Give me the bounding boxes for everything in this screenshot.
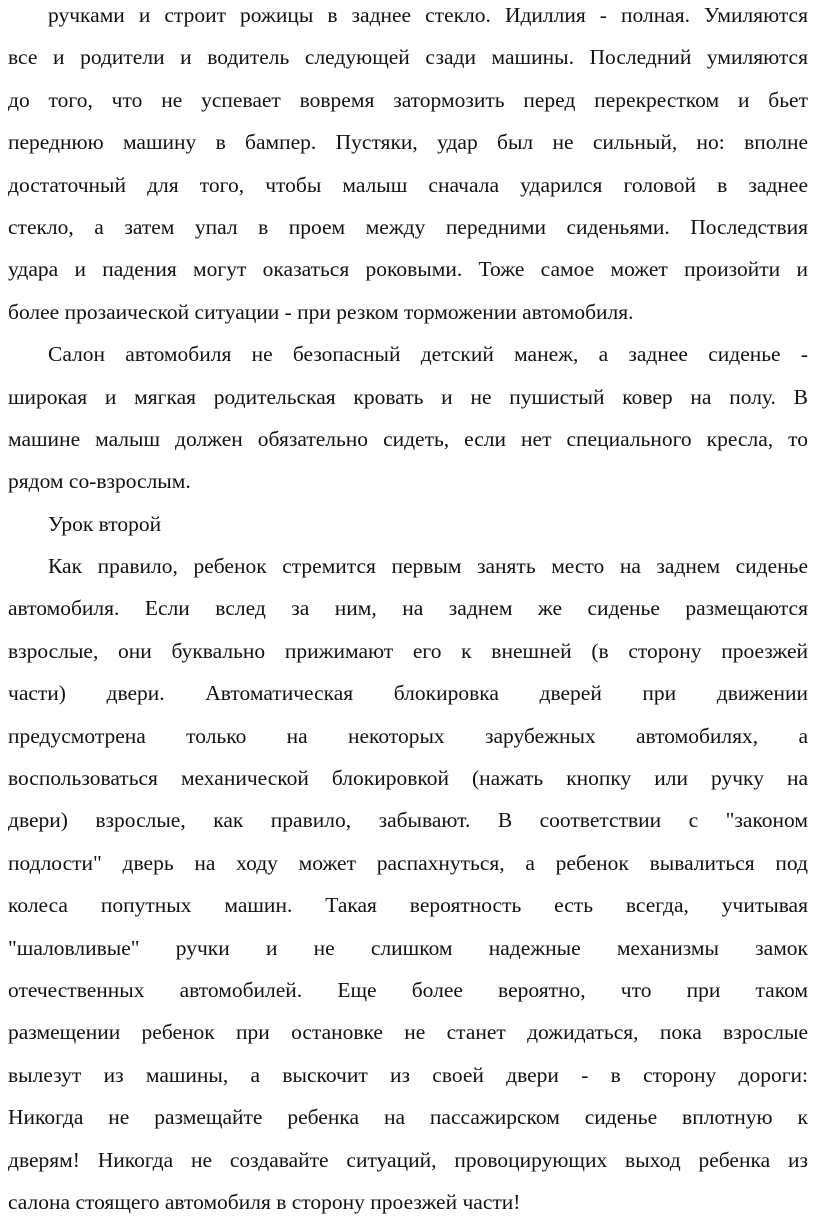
paragraph: [8, 0, 808, 333]
text-line: предусмотрена только на некоторых зарубежных автомобилях, а: [8, 723, 808, 748]
text-line: удара и падения могут оказаться роковыми. Тоже самое может произойти и: [8, 257, 808, 282]
text-line: достаточный для того, чтобы малыш сначала ударился головой в заднее: [8, 172, 808, 197]
paragraph: [8, 545, 808, 1223]
text-line: более прозаической ситуации - при резком торможении автомобиля.: [8, 299, 634, 324]
text-line: двери) взрослые, как правило, забывают. В соответствии с "законом: [8, 808, 808, 833]
document-page: [8, 0, 808, 1223]
text-line: Никогда не размещайте ребенка на пассажирском сиденье вплотную к: [8, 1105, 808, 1130]
text-line: Салон автомобиля не безопасный детский манеж, а заднее сиденье -: [48, 342, 808, 367]
text-line: стекло, а затем упал в проем между передними сиденьями. Последствия: [8, 214, 808, 239]
text-line: взрослые, они буквально прижимают его к внешней (в сторону проезжей: [8, 638, 808, 663]
text-line: размещении ребенок при остановке не станет дожидаться, пока взрослые: [8, 1020, 808, 1045]
text-line: машине малыш должен обязательно сидеть, если нет специального кресла, то: [8, 426, 808, 451]
text-line: воспользоваться механической блокировкой (нажать кнопку или ручку на: [8, 766, 808, 791]
text-line: ручками и строит рожицы в заднее стекло. Идиллия - полная. Умиляются: [48, 3, 808, 27]
text-line: "шаловливые" ручки и не слишком надежные механизмы замок: [8, 935, 808, 960]
text-line: салона стоящего автомобиля в сторону проезжей части!: [8, 1189, 521, 1214]
text-line: автомобиля. Если вслед за ним, на заднем же сиденье размещаются: [8, 596, 808, 621]
text-line: широкая и мягкая родительская кровать и не пушистый ковер на полу. В: [8, 384, 808, 409]
text-line: колеса попутных машин. Такая вероятность есть всегда, учитывая: [8, 893, 808, 918]
text-line: отечественных автомобилей. Еще более вероятно, что при таком: [8, 977, 808, 1002]
paragraph: [8, 333, 808, 503]
text-line: вылезут из машины, а выскочит из своей двери - в сторону дороги:: [8, 1062, 808, 1087]
text-line: рядом со-взрослым.: [8, 469, 191, 494]
text-line: части) двери. Автоматическая блокировка дверей при движении: [8, 681, 808, 706]
section-heading: [8, 503, 808, 545]
text-line: переднюю машину в бампер. Пустяки, удар был не сильный, но: вполне: [8, 130, 808, 155]
text-line: подлости" дверь на ходу может распахнуться, а ребенок вывалиться под: [8, 850, 808, 875]
text-line: все и родители и водитель следующей сзади машины. Последний умиляются: [8, 45, 808, 70]
text-line: до того, что не успевает вовремя затормозить перед перекрестком и бьет: [8, 87, 808, 112]
text-line: Как правило, ребенок стремится первым занять место на заднем сиденье: [48, 554, 808, 579]
text-line: дверям! Никогда не создавайте ситуаций, провоцирующих выход ребенка из: [8, 1147, 808, 1172]
heading-text: Урок второй: [48, 511, 162, 536]
